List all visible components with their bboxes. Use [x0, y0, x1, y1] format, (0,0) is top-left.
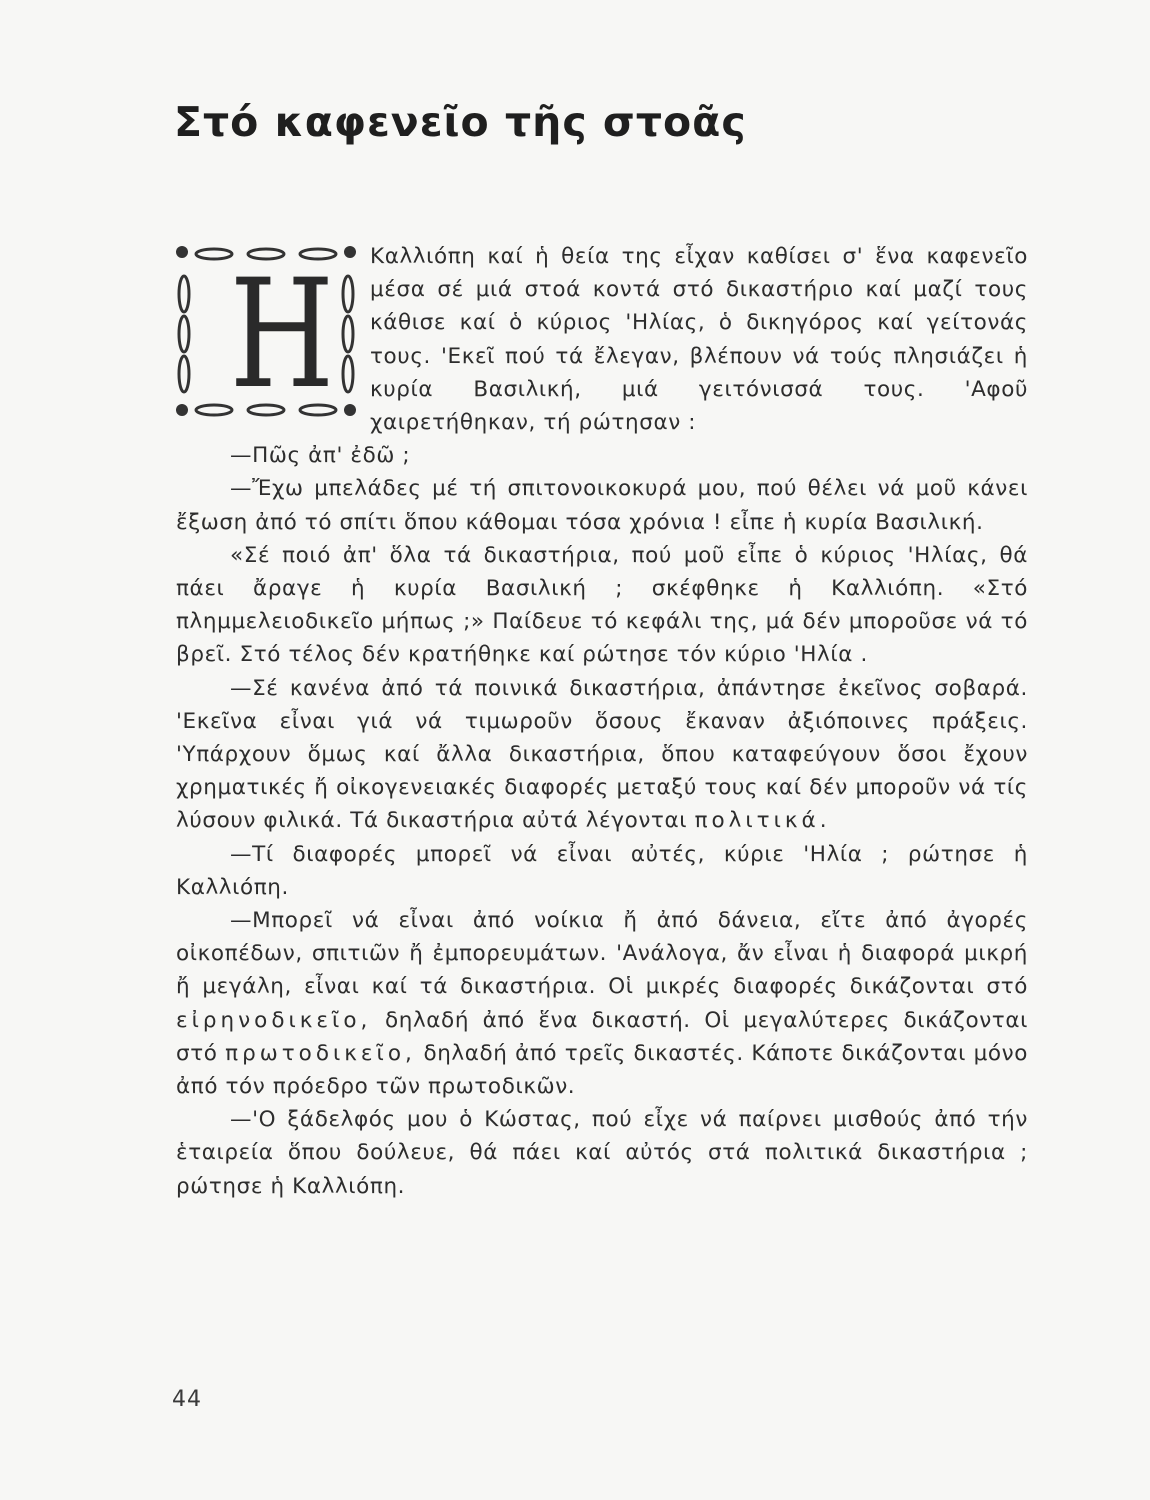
paragraph-1-text: Καλλιόπη καί ἡ θεία της εἶχαν καθίσει σ' ἕνα καφενεῖο μέσα σέ μιά στοά κοντά στό δικαστήριο καί μαζί τους κάθισε καί ὁ κύριος 'Ηλίας, ὁ δικηγόρος καί γείτονάς τους. 'Εκεῖ πού τά ἔλεγαν, βλέπουν νά τούς πλησιάζει ἡ κυρία Βασιλική, μιά γειτόνισσά τους. 'Αφοῦ χαιρετήθηκαν, τή ρώτησαν :	[370, 244, 1028, 436]
paragraph-5-text: —Σέ κανένα ἀπό τά ποινικά δικαστήρια, ἀπάντησε ἐκεῖνος σοβαρά. 'Εκεῖνα εἶναι γιά νά τιμωροῦν ὅσους ἔκαναν ἀξιόποινες πράξεις. 'Υπάρχουν ὅμως καί ἄλλα δικαστήρια, ὅπου καταφεύγουν ὅσοι ἔχουν χρηματικές ἤ οἰκογενειακές διαφορές μεταξύ τους καί δέν μποροῦν νά τίς λύσουν φιλικά. Τά δικαστήρια αὐτά λέγονται	[176, 675, 1028, 834]
paragraph-7	[176, 904, 1028, 1103]
paragraph-7-end: δηλαδή ἀπό τρεῖς δικαστές. Κάποτε δικάζονται μόνο ἀπό τόν πρόεδρο τῶν πρωτοδικῶν.	[176, 1040, 1029, 1100]
term-politika: πολιτικά.	[694, 808, 831, 834]
chapter-title: Στό καφενεῖο τῆς στοᾶς	[174, 98, 747, 146]
paragraph-1	[176, 240, 1028, 439]
paragraph-7-text: —Μπορεῖ νά εἶναι ἀπό νοίκια ἤ ἀπό δάνεια, εἴτε ἀπό ἀγορές οἰκοπέδων, σπιτιῶν ἤ ἐμπορευμάτων. 'Ανάλογα, ἄν εἶναι ἡ διαφορά μικρή ἤ μεγάλη, εἶναι καί τά δικαστήρια. Οἱ μικρές διαφορές δικάζονται στό	[176, 908, 1028, 1000]
page-number: 44	[172, 1387, 202, 1412]
paragraph-4: «Σέ ποιό ἀπ' ὅλα τά δικαστήρια, πού μοῦ εἶπε ὁ κύριος 'Ηλίας, θά πάει ἄραγε ἡ κυρία Βασιλική ; σκέφθηκε ἡ Καλλιόπη. «Στό πλημμελειοδικεῖο μήπως ;» Παίδευε τό κεφάλι της, μά δέν μποροῦσε νά τό βρεῖ. Στό τέλος δέν κρατήθηκε καί ρώτησε τόν κύριο 'Ηλία .	[176, 542, 1028, 668]
paragraph-2: —Πῶς ἀπ' ἐδῶ ;	[230, 443, 411, 469]
chapter-body	[176, 240, 1028, 1203]
paragraph-6: —Τί διαφορές μπορεῖ νά εἶναι αὐτές, κύριε 'Ηλία ; ρώτησε ἡ Καλλιόπη.	[176, 841, 1028, 900]
paragraph-7-mid: δηλαδή ἀπό ἕνα δικαστή. Οἱ μεγαλύτερες δικάζονται στό	[176, 1007, 1029, 1066]
drop-cap-letter: Η	[229, 248, 335, 422]
term-protodikeio: πρωτοδικεῖο,	[225, 1040, 416, 1066]
paragraph-8: —'Ο ξάδελφός μου ὁ Κώστας, πού εἶχε νά παίρνει μισθούς ἀπό τήν ἑταιρεία ὅπου δούλευε, θά πάει καί αὐτός στά πολιτικά δικαστήρια ; ρώτησε ἡ Καλλιόπη.	[176, 1107, 1028, 1199]
paragraph-3: —Ἔχω μπελάδες μέ τή σπιτονοικοκυρά μου, πού θέλει νά μοῦ κάνει ἔξωση ἀπό τό σπίτι ὅπου κάθομαι τόσα χρόνια ! εἶπε ἡ κυρία Βασιλική.	[176, 476, 1028, 535]
paragraph-5	[176, 672, 1028, 838]
ornamental-drop-cap	[170, 240, 362, 422]
term-eirinodikeio: εἰρηνοδικεῖο,	[176, 1007, 372, 1033]
